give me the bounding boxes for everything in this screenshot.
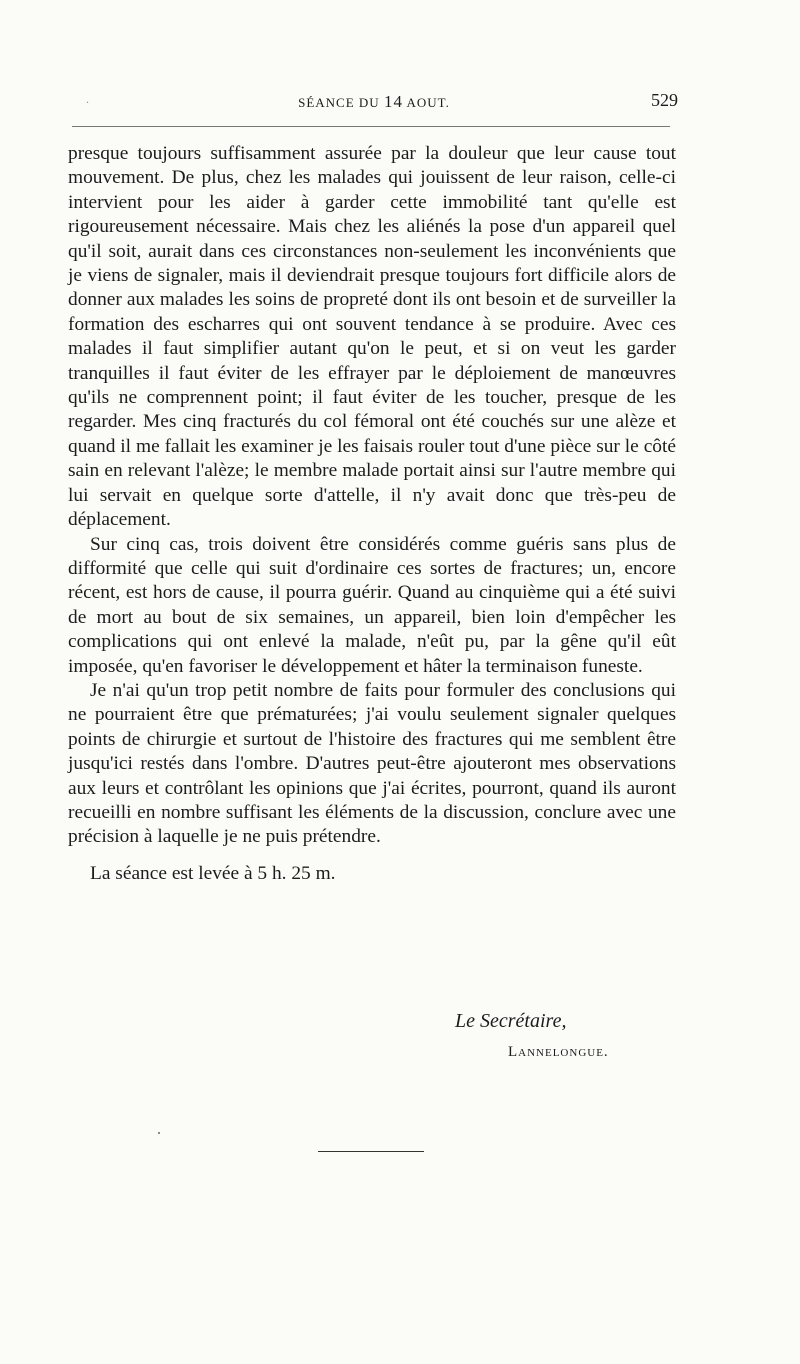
signature-name: Lannelongue. [508,1044,609,1060]
running-header [68,88,680,112]
ink-speck [158,1132,160,1134]
running-title-prefix: SÉANCE DU [298,95,384,110]
paragraph-2: Sur cinq cas, trois doivent être considérés comme guéris sans plus de difformité que celle qui suit d'ordinaire ces sortes de fractures; un, encore récent, est hors de cause, il pourra guérir. Quand au cinquième qui a été suivi de mort au bout de six semaines, un appareil, bien loin d'empêcher les complications qui ont enlevé la malade, n'eût pu, par la gêne qu'il eût imposée, qu'en favoriser le développement et hâter la terminaison funeste. [68,533,676,677]
header-dot: . [86,92,90,106]
header-rule [72,126,670,127]
page-number: 529 [651,90,678,110]
paragraph-1: presque toujours suffisamment assurée par la douleur que leur cause tout mouvement. De plus, chez les malades qui jouissent de leur raison, celle-ci intervient pour les aider à garder cette immobilité tant qu'elle est rigoureusement nécessaire. Mais chez les aliénés la pose d'un appareil quel qu'il soit, aurait dans ces circonstances non-seulement les inconvénients que je viens de signaler, mais il deviendrait presque toujours fort difficile alors de donner aux malades les soins de propreté dont ils ont besoin et de surveiller la formation des escharres qui ont souvent tendance à se produire. Avec ces malades il faut simplifier autant qu'on le peut, et si on veut les garder tranquilles il faut éviter de les effrayer par le déploiement de manœuvres qu'ils ne comprennent point; il faut éviter de les toucher, presque de les regarder. Mes cinq fracturés du col fémoral ont été couchés sur une alèze et quand il me fallait les examiner je les faisais rouler tout d'une pièce sur le côté sain en relevant l'alèze; le membre malade portait ainsi sur l'autre membre qui lui servait en quelque sorte d'attelle, il n'y avait donc que très-peu de déplacement. [68,143,676,531]
paragraph-3: Je n'ai qu'un trop petit nombre de faits pour formuler des conclusions qui ne pourraient être que prématurées; j'ai voulu seulement signaler quelques points de chirurgie et surtout de l'histoire des fractures qui me semblent être jusqu'ici restés dans l'ombre. D'autres peut-être ajouteront mes observations aux leurs et contrôlant les opinions que j'ai écrites, pourront, quand ils auront recueilli en nombre suffisant les éléments de la discussion, conclure avec une précision à laquelle je ne puis prétendre. [68,679,676,848]
running-title-month: AOUT. [402,95,450,110]
signature-title: Le Secrétaire, [455,1010,567,1032]
running-title-day: 14 [383,92,403,111]
body-text [68,142,676,886]
end-rule [318,1151,424,1152]
closing-line: La séance est levée à 5 h. 25 m. [90,862,336,884]
running-title [68,92,680,112]
